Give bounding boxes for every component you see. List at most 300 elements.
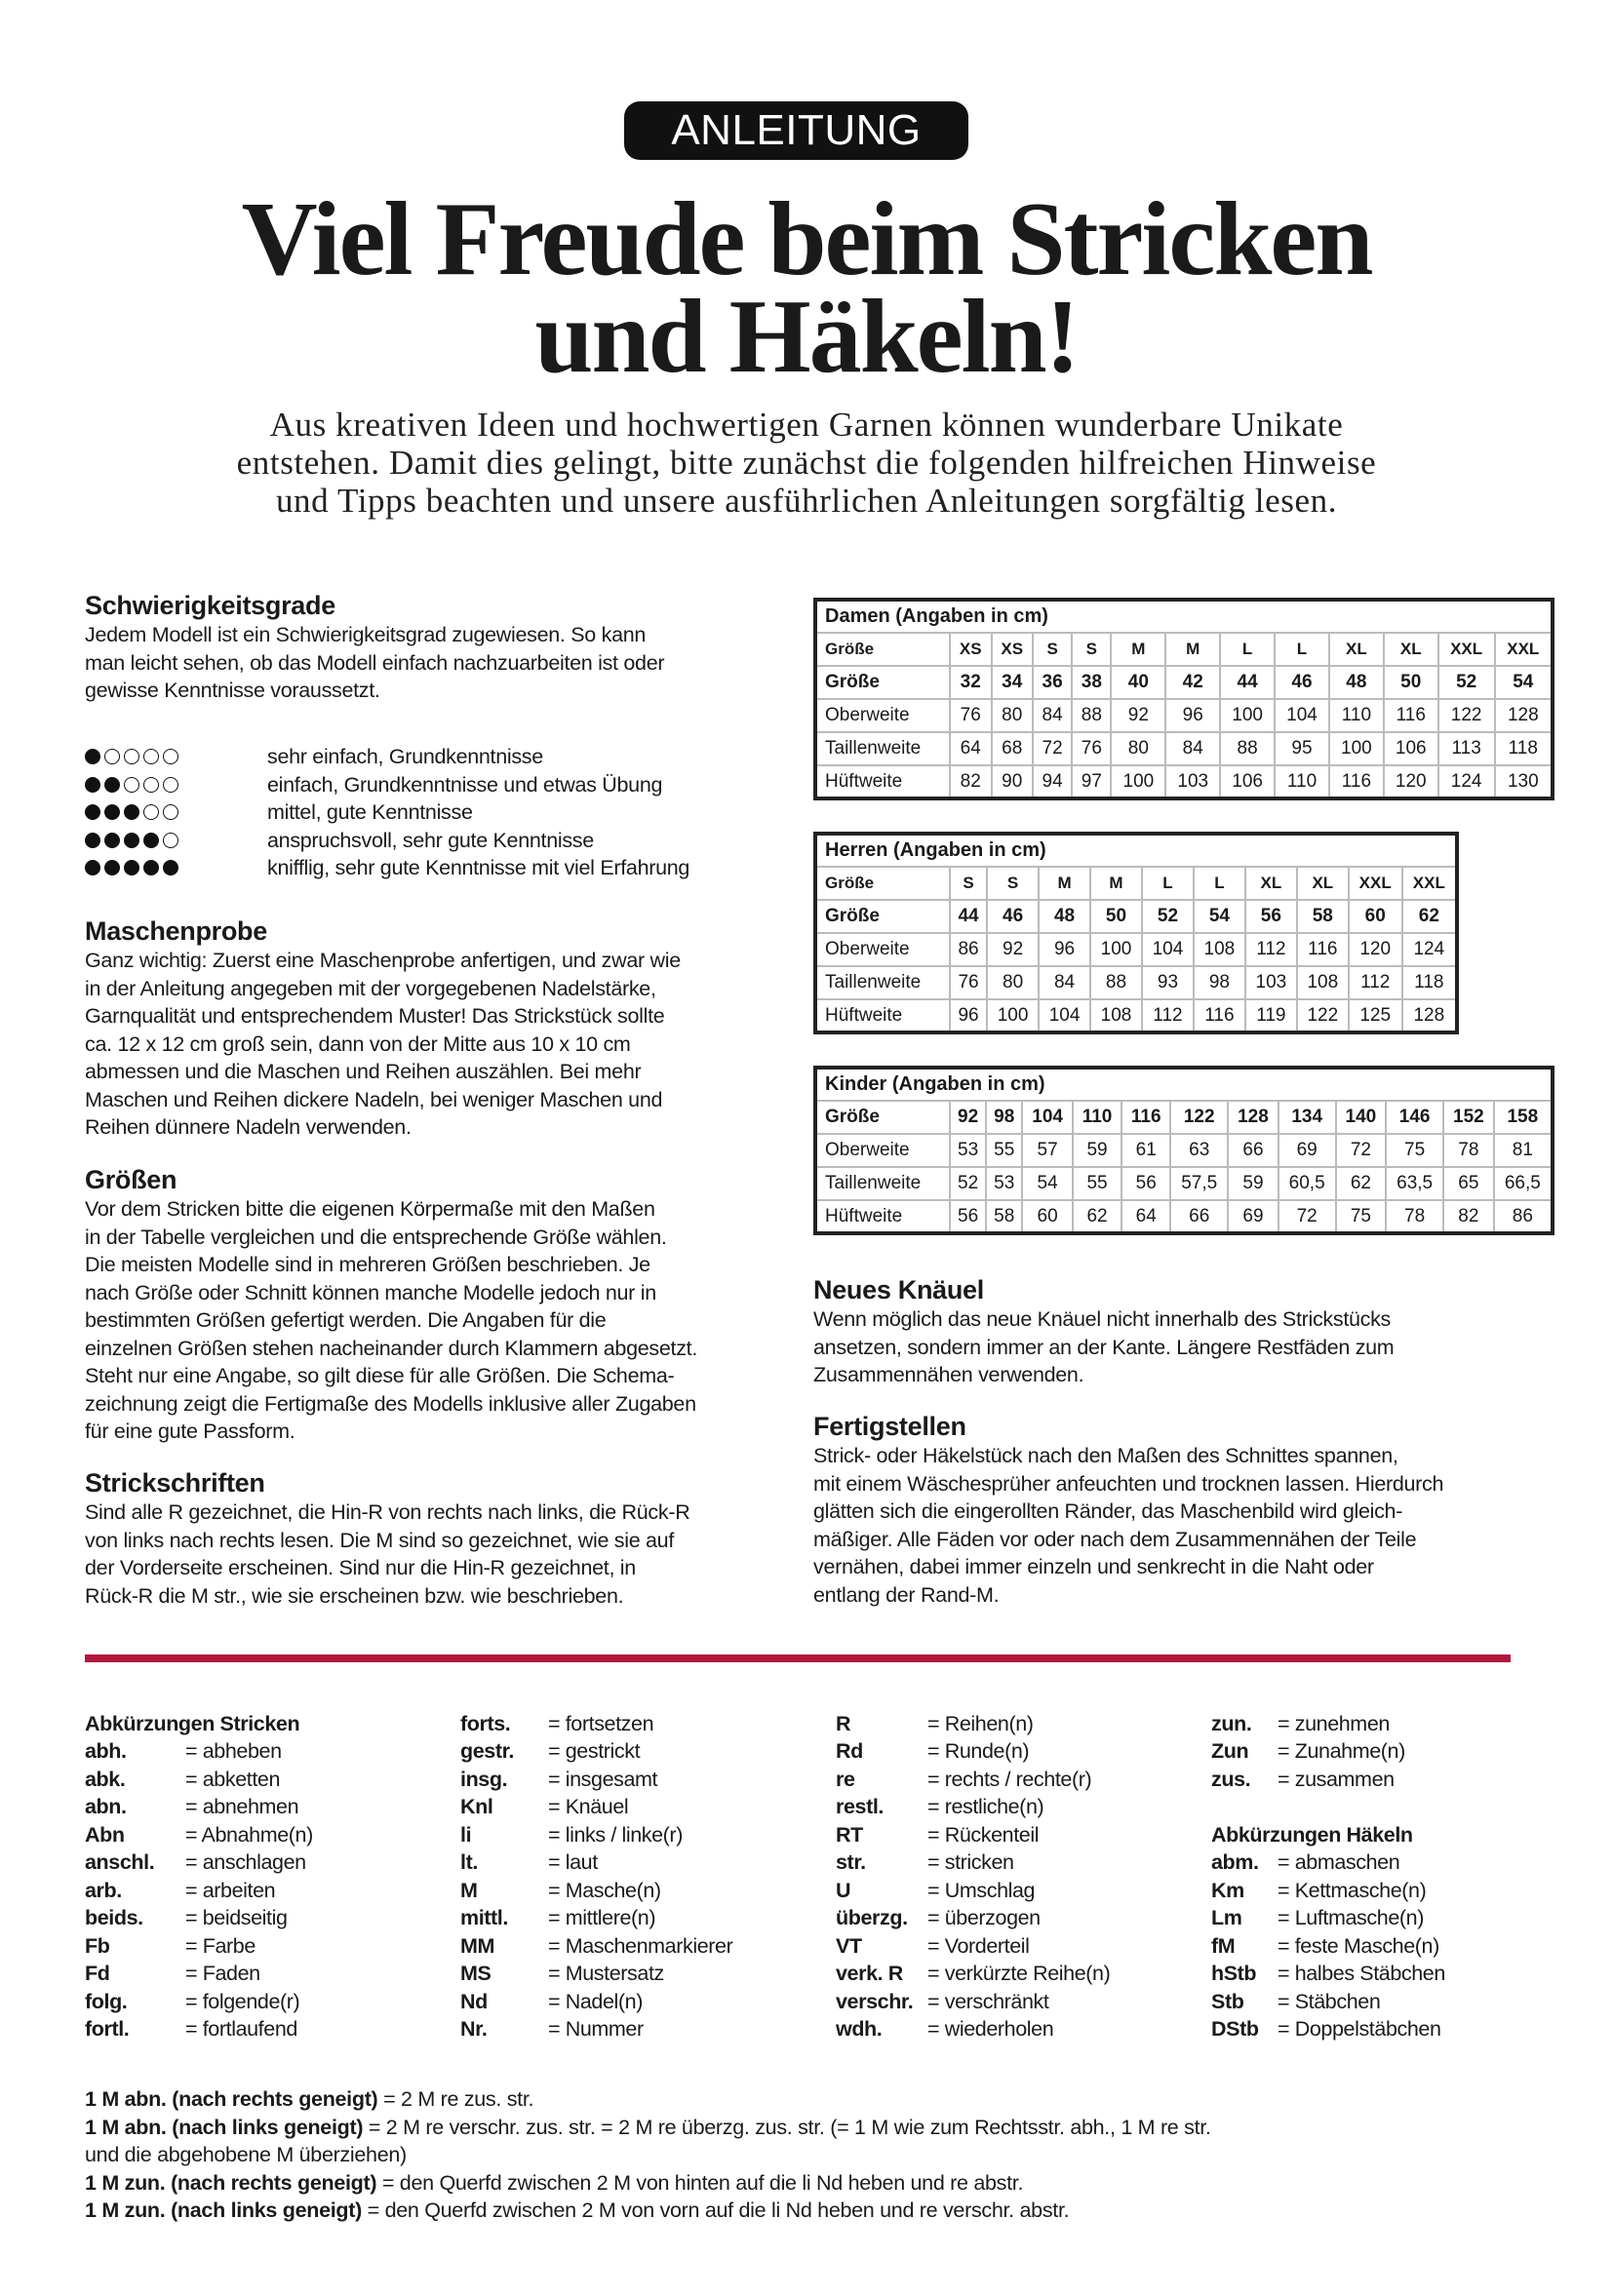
table-cell: 94	[1033, 765, 1072, 798]
abbreviation-entry	[460, 1932, 732, 1961]
table-cell: 36	[1033, 666, 1072, 699]
table-cell: 48	[1039, 900, 1090, 933]
formula-line	[85, 2141, 1211, 2169]
table-cell: 52	[1438, 666, 1495, 699]
table-cell: L	[1142, 867, 1194, 900]
table-cell: 92	[950, 1101, 986, 1134]
table-cell: 32	[950, 666, 992, 699]
table-cell: XL	[1329, 633, 1384, 666]
abbreviation-meaning: = links / linke(r)	[548, 1822, 683, 1847]
table-cell: 158	[1494, 1101, 1553, 1134]
difficulty-dots-icon	[85, 749, 256, 764]
table-cell: 59	[1073, 1134, 1121, 1167]
table-cell: 56	[1245, 900, 1297, 933]
abbreviations-heading: Abkürzungen Stricken	[85, 1712, 300, 1735]
table-cell: 140	[1336, 1101, 1387, 1134]
table-cell: 125	[1349, 999, 1402, 1032]
table-cell: 46	[1275, 666, 1329, 699]
table-cell: 95	[1275, 732, 1329, 765]
filled-dot-icon	[104, 860, 120, 876]
table-cell: 110	[1275, 765, 1329, 798]
filled-dot-icon	[85, 860, 100, 876]
size-table-damen	[813, 598, 1554, 800]
body-line: abmessen und die Maschen und Reihen auszählen. Bei mehr	[85, 1060, 642, 1083]
filled-dot-icon	[124, 860, 139, 876]
table-cell: 104	[1275, 699, 1329, 732]
abbreviation-meaning: = stricken	[927, 1850, 1014, 1875]
body-line: einzelnen Größen stehen nacheinander durch Klammern abgesetzt.	[85, 1336, 697, 1360]
page-title-line-2: und Häkeln!	[534, 279, 1079, 395]
table-caption-row	[815, 600, 1553, 633]
abbreviation-term: Stb	[1211, 1989, 1244, 2013]
table-cell: 57,5	[1170, 1167, 1228, 1200]
table-cell: 68	[992, 732, 1034, 765]
table-cell: S	[950, 867, 987, 900]
section-divider	[85, 1654, 1511, 1662]
table-cell: 100	[1329, 732, 1384, 765]
abbreviation-meaning: = feste Masche(n)	[1278, 1933, 1439, 1958]
table-cell: 50	[1384, 666, 1438, 699]
abbreviation-meaning: = Zunahme(n)	[1278, 1739, 1405, 1764]
abbreviation-meaning: = verschränkt	[927, 1989, 1049, 2013]
abbreviation-term: fM	[1211, 1933, 1236, 1958]
table-cell: XXL	[1402, 867, 1457, 900]
abbreviation-term: Fb	[85, 1933, 110, 1958]
row-label: Größe	[815, 633, 950, 666]
page-title-line-1: Viel Freude beim Stricken	[241, 181, 1372, 297]
abbreviation-term: Lm	[1211, 1906, 1242, 1930]
abbreviation-term: gestr.	[460, 1739, 514, 1764]
difficulty-levels	[85, 743, 689, 882]
abbreviation-term: MM	[460, 1933, 495, 1958]
table-row	[815, 933, 1457, 966]
abbreviation-term: Rd	[836, 1739, 863, 1764]
table-cell: 80	[1111, 732, 1165, 765]
body-line: mäßiger. Alle Fäden vor oder nach dem Zusammennähen der Teile	[813, 1527, 1417, 1551]
table-cell: 64	[1121, 1200, 1170, 1233]
body-line: in der Tabelle vergleichen und die entsprechende Größe wählen.	[85, 1225, 667, 1249]
abbreviation-meaning: = abheben	[185, 1739, 282, 1764]
abbreviation-meaning: = gestrickt	[548, 1739, 641, 1764]
abbreviation-term: überzg.	[836, 1906, 908, 1930]
table-cell: 65	[1443, 1167, 1494, 1200]
table-cell: XXL	[1438, 633, 1495, 666]
table-cell: 116	[1121, 1101, 1170, 1134]
table-cell: 98	[986, 1101, 1022, 1134]
abbreviation-entry	[836, 1794, 1110, 1822]
abbreviation-meaning: = zunehmen	[1278, 1711, 1390, 1735]
abbreviation-term: DStb	[1211, 2017, 1259, 2042]
abbreviation-entry	[460, 1794, 732, 1822]
abbreviation-meaning: = Faden	[185, 1962, 260, 1986]
spacer	[1211, 1794, 1445, 1822]
abbreviation-entry	[85, 2016, 313, 2044]
table-caption: Kinder (Angaben in cm)	[815, 1068, 1553, 1101]
table-cell: 88	[1090, 966, 1142, 999]
formula-term: 1 M abn. (nach links geneigt)	[85, 2115, 364, 2139]
abbreviation-term: arb.	[85, 1878, 122, 1902]
intro-line: entstehen. Damit dies gelingt, bitte zunächst die folgenden hilfreichen Hinweise	[236, 444, 1377, 482]
row-label: Oberweite	[815, 1134, 950, 1167]
table-cell: 100	[1220, 699, 1275, 732]
abbreviation-meaning: = abketten	[185, 1767, 281, 1791]
abbreviation-entry	[460, 1710, 732, 1738]
difficulty-dots-icon	[85, 833, 256, 848]
table-cell: 60,5	[1279, 1167, 1336, 1200]
abbreviation-meaning: = Runde(n)	[927, 1739, 1030, 1764]
abbreviation-entry	[836, 1905, 1110, 1933]
table-cell: 40	[1111, 666, 1165, 699]
table-row	[815, 765, 1553, 798]
difficulty-level	[85, 798, 689, 827]
table-cell: 44	[950, 900, 987, 933]
abbreviation-term: MS	[460, 1962, 492, 1986]
abbreviation-entry	[460, 1961, 732, 1989]
section-heading: Schwierigkeitsgrade	[85, 591, 335, 620]
table-cell: 112	[1245, 933, 1297, 966]
table-cell: 88	[1072, 699, 1111, 732]
filled-dot-icon	[124, 833, 139, 848]
filled-dot-icon	[104, 804, 120, 820]
body-line: für eine gute Passform.	[85, 1420, 295, 1443]
abbreviation-term: zun.	[1211, 1711, 1252, 1735]
table-cell: 76	[950, 966, 987, 999]
formula-text: = 2 M re zus. str.	[377, 2087, 534, 2111]
filled-dot-icon	[85, 777, 100, 793]
body-line: nach Größe oder Schnitt können manche Modelle jedoch nur in	[85, 1280, 656, 1304]
abbreviation-meaning: = Abnahme(n)	[185, 1822, 313, 1847]
table-caption: Damen (Angaben in cm)	[815, 600, 1553, 633]
table-cell: 62	[1336, 1167, 1387, 1200]
table-cell: XS	[992, 633, 1034, 666]
abbreviation-meaning: = abmaschen	[1278, 1850, 1400, 1875]
table-cell: 118	[1495, 732, 1553, 765]
difficulty-level	[85, 771, 689, 799]
difficulty-level	[85, 854, 689, 882]
table-cell: L	[1220, 633, 1275, 666]
body-line: mit einem Wäschesprüher anfeuchten und trocknen lassen. Hierdurch	[813, 1471, 1444, 1496]
abbreviation-entry	[836, 1849, 1110, 1878]
table-cell: 59	[1228, 1167, 1279, 1200]
filled-dot-icon	[85, 833, 100, 848]
section-heading: Größen	[85, 1165, 177, 1194]
table-cell: 72	[1033, 732, 1072, 765]
abbreviation-entry	[460, 1905, 732, 1933]
abbreviation-entry	[85, 1905, 313, 1933]
body-line: ansetzen, sondern immer an der Kante. Längere Restfäden zum	[813, 1335, 1395, 1359]
abbreviation-meaning: = Rückenteil	[927, 1822, 1040, 1847]
difficulty-dots-icon	[85, 777, 256, 793]
abbreviation-entry	[1211, 2016, 1445, 2044]
abbreviation-entry	[1211, 1766, 1445, 1794]
table-cell: L	[1275, 633, 1329, 666]
empty-dot-icon	[163, 777, 178, 793]
abbreviation-meaning: = insgesamt	[548, 1767, 658, 1791]
section-heading: Fertigstellen	[813, 1412, 966, 1441]
table-cell: 66	[1170, 1200, 1228, 1233]
abbreviation-entry	[460, 1821, 732, 1849]
difficulty-label: knifflig, sehr gute Kenntnisse mit viel Erfahrung	[267, 856, 690, 879]
formula-line	[85, 2197, 1211, 2225]
abbreviation-meaning: = Stäbchen	[1278, 1989, 1381, 2013]
abbreviation-meaning: = abnehmen	[185, 1795, 299, 1819]
intro-paragraph	[0, 406, 1613, 520]
table-cell: 116	[1297, 933, 1349, 966]
abbreviation-meaning: = zusammen	[1278, 1767, 1395, 1791]
size-table-kinder	[813, 1066, 1554, 1235]
body-line: Wenn möglich das neue Knäuel nicht innerhalb des Strickstücks	[813, 1307, 1392, 1331]
empty-dot-icon	[143, 777, 159, 793]
difficulty-level	[85, 743, 689, 771]
table-row	[815, 699, 1553, 732]
table-cell: 62	[1073, 1200, 1121, 1233]
formula-text: und die abgehobene M überziehen)	[85, 2143, 407, 2166]
formula-text: = den Querfd zwischen 2 M von hinten auf die li Nd heben und re abstr.	[376, 2170, 1024, 2195]
row-label: Größe	[815, 666, 950, 699]
table-row	[815, 1200, 1553, 1233]
table-cell: 56	[950, 1200, 986, 1233]
abbreviation-entry	[1211, 1905, 1445, 1933]
table-cell: XL	[1384, 633, 1438, 666]
body-line: der Vorderseite erscheinen. Sind nur die Hin-R gezeichnet, in	[85, 1556, 636, 1579]
empty-dot-icon	[143, 749, 159, 764]
body-line: entlang der Rand-M.	[813, 1582, 1000, 1607]
abbreviation-term: hStb	[1211, 1962, 1257, 1986]
table-cell: 69	[1228, 1200, 1279, 1233]
table-cell: 84	[1033, 699, 1072, 732]
table-cell: M	[1090, 867, 1142, 900]
abbreviation-entry	[836, 2016, 1110, 2044]
table-cell: 122	[1170, 1101, 1228, 1134]
table-cell: 100	[1090, 933, 1142, 966]
body-line: Zusammennähen verwenden.	[813, 1363, 1084, 1386]
table-cell: 64	[950, 732, 992, 765]
formula-text: = 2 M re verschr. zus. str. = 2 M re überzg. zus. str. (= 1 M wie zum Rechtsstr. abh., 1 M re str.	[363, 2115, 1211, 2139]
row-label: Größe	[815, 867, 950, 900]
abbreviation-entry	[836, 1932, 1110, 1961]
size-table-herren	[813, 832, 1459, 1034]
abbreviation-entry	[836, 1821, 1110, 1849]
section-fertigstellen	[813, 1411, 1515, 1609]
abbreviation-term: Nd	[460, 1989, 488, 2013]
table-row	[815, 666, 1553, 699]
table-cell: XL	[1245, 867, 1297, 900]
table-cell: 58	[986, 1200, 1022, 1233]
table-cell: 134	[1279, 1101, 1336, 1134]
abbreviation-term: str.	[836, 1850, 866, 1875]
abbreviation-meaning: = Farbe	[185, 1933, 256, 1958]
table-row	[815, 732, 1553, 765]
abbreviation-entry	[460, 1988, 732, 2016]
table-row	[815, 1101, 1553, 1134]
table-cell: 104	[1022, 1101, 1073, 1134]
table-cell: 103	[1165, 765, 1220, 798]
table-cell: 124	[1402, 933, 1457, 966]
abbreviation-term: abh.	[85, 1739, 127, 1764]
intro-line: und Tipps beachten und unsere ausführlichen Anleitungen sorgfältig lesen.	[275, 482, 1338, 520]
table-cell: 152	[1443, 1101, 1494, 1134]
table-cell: 104	[1039, 999, 1090, 1032]
abbreviation-entry	[85, 1932, 313, 1961]
section-neues-knaeuel	[813, 1274, 1515, 1389]
abbreviation-term: re	[836, 1767, 855, 1791]
abbreviation-entry	[836, 1988, 1110, 2016]
table-cell: 110	[1073, 1101, 1121, 1134]
abbreviation-term: zus.	[1211, 1767, 1251, 1791]
abbreviation-entry	[836, 1710, 1110, 1738]
filled-dot-icon	[85, 804, 100, 820]
difficulty-level	[85, 827, 689, 855]
body-line: Vor dem Stricken bitte die eigenen Körpermaße mit den Maßen	[85, 1197, 655, 1221]
table-cell: 76	[950, 699, 992, 732]
abbreviation-entry	[85, 1738, 313, 1767]
table-cell: 130	[1495, 765, 1553, 798]
abbreviation-meaning: = Maschenmarkierer	[548, 1933, 733, 1958]
row-label: Hüftweite	[815, 765, 950, 798]
abbreviation-term: fortl.	[85, 2017, 130, 2042]
table-caption: Herren (Angaben in cm)	[815, 834, 1457, 867]
abbreviation-term: Km	[1211, 1878, 1244, 1902]
table-cell: 82	[950, 765, 992, 798]
table-cell: 66,5	[1494, 1167, 1553, 1200]
empty-dot-icon	[104, 749, 120, 764]
body-line: Ganz wichtig: Zuerst eine Maschenprobe anfertigen, und zwar wie	[85, 949, 681, 972]
table-cell: XXL	[1495, 633, 1553, 666]
abbreviation-entry	[1211, 1932, 1445, 1961]
table-cell: 96	[1039, 933, 1090, 966]
table-cell: 54	[1194, 900, 1245, 933]
abbreviation-meaning: = Knäuel	[548, 1795, 629, 1819]
empty-dot-icon	[163, 749, 178, 764]
difficulty-dots-icon	[85, 860, 256, 876]
body-line: Garnqualität und entsprechendem Muster! Das Strickstück sollte	[85, 1004, 665, 1028]
table-cell: 106	[1384, 732, 1438, 765]
filled-dot-icon	[143, 860, 159, 876]
abbreviation-term: Fd	[85, 1962, 110, 1986]
filled-dot-icon	[163, 860, 178, 876]
table-cell: 57	[1022, 1134, 1073, 1167]
abbreviation-term: M	[460, 1878, 478, 1902]
table-cell: 80	[987, 966, 1039, 999]
row-label: Taillenweite	[815, 1167, 950, 1200]
abbreviation-term: VT	[836, 1933, 862, 1958]
table-cell: 62	[1402, 900, 1457, 933]
table-cell: XL	[1297, 867, 1349, 900]
abbreviation-entry	[85, 1988, 313, 2016]
body-line: ca. 12 x 12 cm groß sein, dann von der Mitte aus 10 x 10 cm	[85, 1031, 631, 1056]
abbreviation-entry	[460, 1738, 732, 1767]
abbreviation-term: abm.	[1211, 1850, 1259, 1875]
table-cell: L	[1194, 867, 1245, 900]
table-cell: 119	[1245, 999, 1297, 1032]
table-cell: 53	[986, 1167, 1022, 1200]
filled-dot-icon	[104, 833, 120, 848]
table-cell: 92	[987, 933, 1039, 966]
table-cell: 55	[1073, 1167, 1121, 1200]
table-cell: 116	[1329, 765, 1384, 798]
filled-dot-icon	[124, 804, 139, 820]
body-line: glätten sich die eingerollten Ränder, das Maschenbild wird gleich-	[813, 1499, 1403, 1523]
abbreviation-term: U	[836, 1878, 851, 1902]
table-cell: 84	[1039, 966, 1090, 999]
abbreviation-entry	[1211, 1849, 1445, 1878]
table-cell: 50	[1090, 900, 1142, 933]
table-cell: 72	[1336, 1134, 1387, 1167]
abbreviation-term: beids.	[85, 1906, 143, 1930]
abbreviation-term: anschl.	[85, 1850, 155, 1875]
table-cell: 120	[1349, 933, 1402, 966]
abbreviation-entry	[85, 1877, 313, 1905]
table-cell: 146	[1386, 1101, 1443, 1134]
row-label: Größe	[815, 1101, 950, 1134]
table-cell: 52	[1142, 900, 1194, 933]
table-cell: 108	[1090, 999, 1142, 1032]
table-cell: S	[1033, 633, 1072, 666]
table-row	[815, 1167, 1553, 1200]
abbreviation-meaning: = rechts / rechte(r)	[927, 1767, 1092, 1791]
table-row	[815, 867, 1457, 900]
abbreviation-meaning: = Masche(n)	[548, 1878, 661, 1902]
table-cell: 78	[1386, 1200, 1443, 1233]
abbreviation-meaning: = wiederholen	[927, 2017, 1054, 2042]
table-cell: 86	[950, 933, 987, 966]
abbreviation-meaning: = laut	[548, 1850, 598, 1875]
filled-dot-icon	[143, 833, 159, 848]
table-cell: 122	[1297, 999, 1349, 1032]
table-cell: 34	[992, 666, 1034, 699]
intro-line: Aus kreativen Ideen und hochwertigen Garnen können wunderbare Unikate	[269, 406, 1344, 444]
abbreviation-term: Zun	[1211, 1739, 1249, 1764]
table-cell: 122	[1438, 699, 1495, 732]
abbreviation-term: forts.	[460, 1711, 511, 1735]
abbreviations-column	[836, 1710, 1110, 2043]
table-cell: 110	[1329, 699, 1384, 732]
table-cell: M	[1111, 633, 1165, 666]
abbreviation-meaning: = Reihen(n)	[927, 1711, 1034, 1735]
row-label: Oberweite	[815, 933, 950, 966]
table-row	[815, 900, 1457, 933]
table-cell: 103	[1245, 966, 1297, 999]
formula-line	[85, 2169, 1211, 2198]
table-cell: 75	[1386, 1134, 1443, 1167]
abbreviation-term: R	[836, 1711, 851, 1735]
formula-line	[85, 2114, 1211, 2142]
formula-term: 1 M zun. (nach rechts geneigt)	[85, 2170, 377, 2195]
table-cell: 53	[950, 1134, 986, 1167]
abbreviation-entry	[460, 2016, 732, 2044]
table-cell: 106	[1220, 765, 1275, 798]
table-cell: 75	[1336, 1200, 1387, 1233]
abbreviation-meaning: = fortlaufend	[185, 2017, 297, 2042]
table-cell: 54	[1495, 666, 1553, 699]
table-cell: 54	[1022, 1167, 1073, 1200]
abbreviation-meaning: = überzogen	[927, 1906, 1041, 1930]
abbreviations-column	[85, 1710, 313, 2043]
table-cell: 81	[1494, 1134, 1553, 1167]
table-cell: 86	[1494, 1200, 1553, 1233]
body-line: gewisse Kenntnisse voraussetzt.	[85, 679, 380, 702]
table-cell: 56	[1121, 1167, 1170, 1200]
table-cell: 120	[1384, 765, 1438, 798]
abbreviation-meaning: = halbes Stäbchen	[1278, 1962, 1445, 1986]
abbreviation-entry	[1211, 1961, 1445, 1989]
table-cell: 82	[1443, 1200, 1494, 1233]
row-label: Hüftweite	[815, 1200, 950, 1233]
table-cell: S	[1072, 633, 1111, 666]
empty-dot-icon	[124, 749, 139, 764]
section-heading: Neues Knäuel	[813, 1275, 984, 1304]
table-cell: 38	[1072, 666, 1111, 699]
